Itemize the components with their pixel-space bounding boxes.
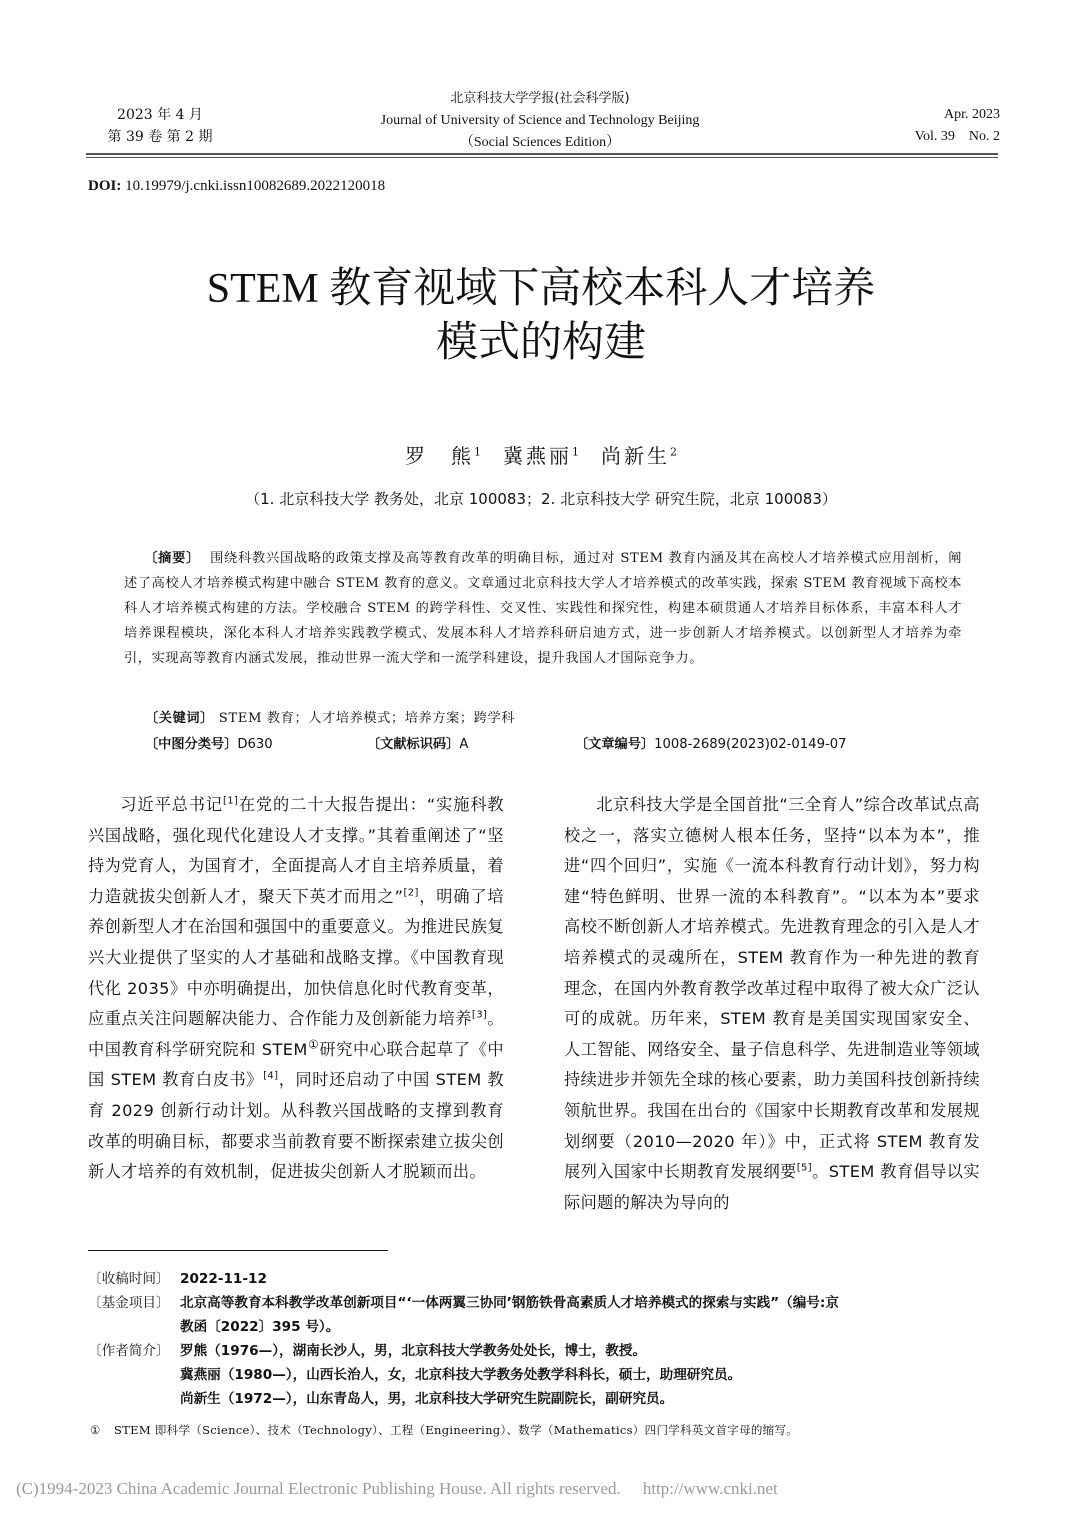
journal-masthead	[300, 88, 780, 154]
author-bio	[88, 1387, 1008, 1411]
author-bio-label: 〔作者简介〕	[88, 1343, 170, 1359]
received-date	[88, 1267, 1008, 1291]
article-title	[80, 262, 1002, 370]
citation-ref[interactable]: [4]	[263, 1070, 279, 1082]
footnote-separator	[88, 1250, 388, 1251]
citation-ref[interactable]: [2]	[403, 887, 419, 899]
header-date-volume-en	[860, 104, 1000, 148]
clc-number	[145, 732, 273, 757]
author-bio-line: 冀燕丽（1980—），山西长治人，女，北京科技大学教务处教学科科长，硕士，助理研究员。	[180, 1367, 742, 1383]
author-affil-mark: 2	[670, 445, 677, 459]
received-label: 〔收稿时间〕	[88, 1271, 170, 1287]
footnote-mark: ①	[90, 1423, 101, 1437]
header-rule-thick	[86, 153, 998, 155]
citation-ref[interactable]: [5]	[796, 1162, 813, 1174]
author-bio	[88, 1339, 1008, 1363]
journal-edition-en: （Social Sciences Edition）	[459, 135, 621, 150]
body-text: 北京科技大学是全国首批“三全育人”综合改革试点高校之一，落实立德树人根本任务，坚持“以本为本”，推进“四个回归”，实施《一流本科教育行动计划》，努力构建“特色鲜明、世界一流的本科教育”。“以本为本”要求高校不断创新人才培养模式。先进教育理念的引入是人才培养模式的灵魂所在，STEM 教育作为一种先进的教育理念，在国内外教育教学改革过程中取得了被大众广泛认可的成就。历年来，STEM 教育是美国实现国家安全、人工智能、网络安全、量子信息科学、先进制造业等领域持续进步并领先全球的核心要素，助力美国科技创新持续领航世界。我国在出台的《国家中长期教育改革和发展规划纲要（2010—2020 年）》中，正式将 STEM 教育发展列入国家中长期教育发展纲要	[564, 795, 980, 1182]
body-text: 习近平总书记	[120, 795, 223, 814]
doc-code-label: 〔文献标识码〕	[367, 737, 460, 752]
received-value: 2022-11-12	[180, 1271, 267, 1287]
body-text: 研究中心联合起草了《中国 STEM 教育白皮书》	[88, 1039, 504, 1090]
author-affil-mark: 1	[474, 445, 481, 459]
journal-name-en: Journal of University of Science and Technology Beijing	[380, 113, 700, 128]
header-issue-cn: 第 39 卷 第 2 期	[107, 129, 213, 145]
doi	[88, 178, 385, 195]
author-name: 罗 熊	[405, 444, 474, 468]
copyright-text: (C)1994-2023 China Academic Journal Electronic Publishing House. All rights reserved.	[16, 1479, 621, 1498]
author-name: 尚新生	[601, 444, 670, 468]
footnote-mark[interactable]: ①	[307, 1037, 320, 1052]
journal-name-cn: 北京科技大学学报(社会科学版)	[450, 91, 630, 106]
article-no-value: 1008-2689(2023)02-0149-07	[654, 737, 847, 752]
header-rule-thin	[86, 157, 998, 158]
copyright-notice	[16, 1479, 778, 1499]
article-title-line1: STEM 教育视域下高校本科人才培养	[206, 266, 876, 312]
article-notes	[88, 1267, 1008, 1411]
article-no-label: 〔文章编号〕	[575, 737, 655, 752]
body-text: 。中国教育科学研究院和 STEM	[88, 1009, 504, 1059]
header-date-en: Apr. 2023	[944, 107, 1000, 122]
article-title-line2: 模式的构建	[435, 320, 646, 366]
fund-project	[88, 1291, 1008, 1315]
fund-value-line2: 教函〔2022〕395 号）。	[180, 1319, 340, 1335]
citation-ref[interactable]: [3]	[471, 1009, 488, 1021]
author-list	[80, 440, 1002, 469]
author-bio	[88, 1363, 1008, 1387]
author-name: 冀燕丽	[503, 444, 572, 468]
body-text: ，明确了培养创新型人才在治国和强国中的重要意义。为推进民族复兴大业提供了坚实的人才基础和战略支撑。《中国教育现代化 2035》中亦明确提出，加快信息化时代教育变革，应重点关注问题解决能力、合作能力及创新能力培养	[88, 886, 504, 1029]
body-text: 在党的二十大报告提出：“实施科教兴国战略，强化现代化建设人才支撑。”其着重阐述了“坚持为党育人，为国育才，全面提高人才自主培养质量，着力造就拔尖创新人才，聚天下英才而用之”	[88, 795, 504, 906]
fund-value-line1: 北京高等教育本科教学改革创新项目“‘一体两翼三协同’钢筋铁骨高素质人才培养模式的探索与实践”（编号:京	[180, 1295, 839, 1311]
header-volume-en: Vol. 39 No. 2	[914, 129, 1000, 144]
fund-label: 〔基金项目〕	[88, 1295, 170, 1311]
author-affil-mark: 1	[572, 445, 579, 459]
keywords-text: STEM 教育；人才培养模式；培养方案；跨学科	[213, 711, 516, 726]
abstract-label: 〔摘要〕	[144, 551, 201, 566]
affiliations: （1. 北京科技大学 教务处，北京 100083；2. 北京科技大学 研究生院，北京 100083）	[245, 490, 837, 508]
author-bio-line: 尚新生（1972—），山东青岛人，男，北京科技大学研究生院副院长，副研究员。	[180, 1391, 674, 1407]
citation-ref[interactable]: [1]	[222, 795, 239, 807]
footnote-text: STEM 即科学（Science）、技术（Technology）、工程（Engineering）、数学（Mathematics）四门学科英文首字母的缩写。	[114, 1423, 799, 1437]
keywords-label: 〔关键词〕	[145, 711, 214, 726]
doi-value[interactable]: 10.19979/j.cnki.issn10082689.2022120018	[121, 178, 386, 194]
abstract	[124, 546, 962, 671]
document-code	[367, 732, 468, 757]
body-paragraph	[88, 790, 504, 1188]
header-date-issue	[100, 104, 220, 148]
doc-code-value: A	[459, 737, 469, 752]
header-date-cn: 2023 年 4 月	[117, 107, 203, 123]
fund-project-cont	[88, 1315, 1008, 1339]
clc-label: 〔中图分类号〕	[145, 737, 238, 752]
body-paragraph	[564, 790, 980, 1218]
body-text: 。STEM 教育倡导以实际问题的解决为导向的	[564, 1162, 980, 1212]
clc-value: D630	[237, 737, 273, 752]
doi-label: DOI:	[88, 178, 122, 194]
body-text: ，同时还启动了中国 STEM 教育 2029 创新行动计划。从科教兴国战略的支撑到教育改革的明确目标，都要求当前教育要不断探索建立拔尖创新人才培养的有效机制，促进拔尖创新人才脱颖而出。	[88, 1070, 504, 1182]
cnki-link[interactable]: http://www.cnki.net	[642, 1479, 778, 1498]
author-bio-line: 罗熊（1976—），湖南长沙人，男，北京科技大学教务处处长，博士，教授。	[180, 1343, 647, 1359]
keywords	[145, 706, 515, 731]
body-column-right	[564, 790, 980, 1218]
footnote	[90, 1422, 798, 1438]
body-column-left	[88, 790, 504, 1188]
article-number	[575, 732, 847, 757]
abstract-text: 围绕科教兴国战略的政策支撑及高等教育改革的明确目标，通过对 STEM 教育内涵及其在高校人才培养模式应用剖析，阐述了高校人才培养模式构建中融合 STEM 教育的意义。文章通过北京科技大学人才培养模式的改革实践，探索 STEM 教育视域下高校本科人才培养模式构建的方法。学校融合 STEM 的跨学科性、交叉性、实践性和探究性，构建本硕贯通人才培养目标体系，丰富本科人才培养课程模块，深化本科人才培养实践教学模式、发展本科人才培养科研启迪方式，进一步创新人才培养模式。以创新型人才培养为牵引，实现高等教育内涵式发展，推动世界一流大学和一流学科建设，提升我国人才国际竞争力。	[124, 551, 962, 666]
